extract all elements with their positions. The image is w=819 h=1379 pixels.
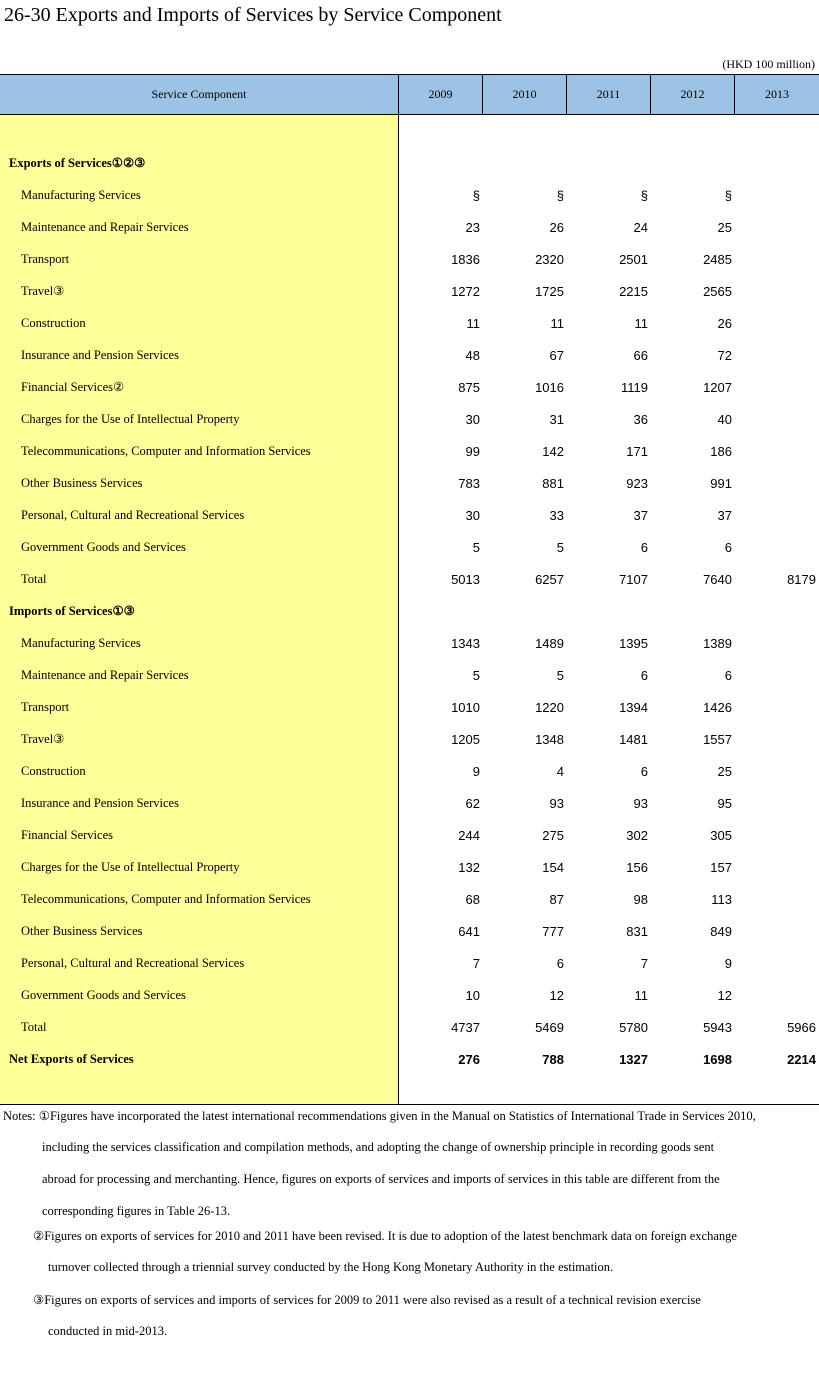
table-row — [0, 755, 819, 787]
row-label: Construction — [21, 315, 86, 330]
header-2011: 2011 — [567, 75, 651, 114]
row-label: Exports of Services①②③ — [9, 156, 146, 170]
table-row — [0, 819, 819, 851]
cell-value: 67 — [549, 347, 564, 363]
cell-value: 93 — [633, 795, 648, 811]
cell-value: 11 — [634, 315, 648, 331]
note-line: ③Figures on exports of services and imports of services for 2009 to 2011 were also revised as a result of a technical revision exercise — [33, 1293, 701, 1307]
cell-value: 12 — [717, 987, 732, 1003]
cell-value: 875 — [458, 379, 480, 395]
data-table — [0, 74, 819, 1105]
row-label: Personal, Cultural and Recreational Services — [21, 507, 245, 522]
row-label: Travel③ — [21, 284, 65, 298]
cell-value: 24 — [633, 219, 648, 235]
row-label: Other Business Services — [21, 923, 143, 938]
cell-value: 31 — [549, 411, 564, 427]
row-label: Telecommunications, Computer and Information Services — [21, 443, 311, 458]
cell-value: 48 — [465, 347, 480, 363]
cell-value: 5 — [556, 539, 564, 555]
table-row — [0, 851, 819, 883]
cell-value: § — [472, 187, 480, 203]
table-row — [0, 627, 819, 659]
cell-value: 4 — [556, 763, 564, 779]
row-label: Government Goods and Services — [21, 539, 186, 554]
cell-value: 25 — [717, 763, 732, 779]
cell-value: 1394 — [619, 699, 648, 715]
cell-value: 5 — [556, 667, 564, 683]
cell-value: 7 — [472, 955, 480, 971]
row-label: Government Goods and Services — [21, 987, 186, 1002]
cell-value: 1207 — [703, 379, 732, 395]
table-row — [0, 371, 819, 403]
cell-value: 1557 — [703, 731, 732, 747]
cell-value: 5469 — [535, 1019, 564, 1035]
cell-value: § — [640, 187, 648, 203]
cell-value: 1205 — [451, 731, 480, 747]
table-row — [0, 275, 819, 307]
table-row — [0, 499, 819, 531]
cell-value: 1698 — [703, 1051, 732, 1067]
cell-value: 171 — [626, 443, 648, 459]
row-label: Telecommunications, Computer and Information Services — [21, 891, 311, 906]
table-row — [0, 179, 819, 211]
table-header — [0, 74, 819, 115]
cell-value: 1010 — [451, 699, 480, 715]
cell-value: 1327 — [619, 1051, 648, 1067]
cell-value: 154 — [542, 859, 564, 875]
unit-label: (HKD 100 million) — [722, 57, 815, 71]
cell-value: § — [556, 187, 564, 203]
cell-value: 1395 — [619, 635, 648, 651]
cell-value: 9 — [724, 955, 732, 971]
cell-value: 6 — [640, 539, 648, 555]
cell-value: 186 — [710, 443, 732, 459]
row-label: Total — [21, 571, 47, 586]
table-row — [0, 1011, 819, 1043]
cell-value: 98 — [633, 891, 648, 907]
table-row — [0, 691, 819, 723]
cell-value: 1725 — [535, 283, 564, 299]
cell-value: 305 — [710, 827, 732, 843]
cell-value: 132 — [458, 859, 480, 875]
table-row — [0, 1043, 819, 1075]
table-row — [0, 883, 819, 915]
table-row — [0, 979, 819, 1011]
cell-value: 11 — [634, 987, 648, 1003]
header-2009: 2009 — [399, 75, 483, 114]
cell-value: 302 — [626, 827, 648, 843]
table-row — [0, 211, 819, 243]
row-label: Insurance and Pension Services — [21, 347, 179, 362]
cell-value: 641 — [458, 923, 480, 939]
cell-value: 4737 — [451, 1019, 480, 1035]
cell-value: 5780 — [619, 1019, 648, 1035]
table-row — [0, 147, 819, 179]
note-line: corresponding figures in Table 26-13. — [42, 1204, 231, 1218]
cell-value: 6 — [724, 539, 732, 555]
cell-value: 37 — [717, 507, 732, 523]
cell-value: 30 — [465, 411, 480, 427]
cell-value: 66 — [633, 347, 648, 363]
table-row — [0, 595, 819, 627]
cell-value: 1426 — [703, 699, 732, 715]
note-line: abroad for processing and merchanting. Hence, figures on exports of services and imports of services in this table are different from the — [42, 1172, 720, 1186]
row-label: Imports of Services①③ — [9, 604, 135, 618]
table-row — [0, 403, 819, 435]
cell-value: 99 — [465, 443, 480, 459]
cell-value: § — [724, 187, 732, 203]
cell-value: 7 — [640, 955, 648, 971]
note-line: turnover collected through a triennial survey conducted by the Hong Kong Monetary Authority in the estimation. — [48, 1260, 614, 1274]
cell-value: 5013 — [451, 571, 480, 587]
cell-value: 68 — [465, 891, 480, 907]
cell-value: 33 — [549, 507, 564, 523]
cell-value: 777 — [542, 923, 564, 939]
row-label: Maintenance and Repair Services — [21, 667, 189, 682]
cell-value: 1220 — [535, 699, 564, 715]
cell-value: 6 — [640, 667, 648, 683]
table-row — [0, 723, 819, 755]
cell-value: 991 — [710, 475, 732, 491]
cell-value: 5 — [472, 667, 480, 683]
note-line: Notes: ①Figures have incorporated the latest international recommendations given in the Manual on Statistics of International Trade in Services 2010, — [3, 1109, 756, 1123]
cell-value: 2215 — [619, 283, 648, 299]
cell-value: 36 — [633, 411, 648, 427]
row-label: Construction — [21, 763, 86, 778]
row-label: Manufacturing Services — [21, 635, 141, 650]
cell-value: 2565 — [703, 283, 732, 299]
row-label: Net Exports of Services — [9, 1051, 134, 1066]
cell-value: 23 — [465, 219, 480, 235]
cell-value: 2320 — [535, 251, 564, 267]
cell-value: 1481 — [619, 731, 648, 747]
cell-value: 37 — [633, 507, 648, 523]
cell-value: 9 — [472, 763, 480, 779]
cell-value: 7107 — [619, 571, 648, 587]
cell-value: 72 — [717, 347, 732, 363]
cell-value: 276 — [458, 1051, 480, 1067]
cell-value: 5 — [472, 539, 480, 555]
table-row — [0, 659, 819, 691]
row-label: Financial Services — [21, 827, 113, 842]
row-label: Other Business Services — [21, 475, 143, 490]
row-label: Charges for the Use of Intellectual Property — [21, 411, 240, 426]
row-label: Maintenance and Repair Services — [21, 219, 189, 234]
cell-value: 831 — [626, 923, 648, 939]
cell-value: 7640 — [703, 571, 732, 587]
row-label: Transport — [21, 251, 70, 266]
table-row — [0, 435, 819, 467]
cell-value: 1016 — [535, 379, 564, 395]
header-service-component: Service Component — [0, 75, 399, 114]
cell-value: 849 — [710, 923, 732, 939]
table-bottom-border — [0, 1104, 819, 1105]
cell-value: 1343 — [451, 635, 480, 651]
cell-value: 788 — [542, 1051, 564, 1067]
cell-value: 2485 — [703, 251, 732, 267]
cell-value: 6257 — [535, 571, 564, 587]
cell-value: 87 — [549, 891, 564, 907]
cell-value: 1119 — [621, 379, 648, 395]
cell-value: 26 — [717, 315, 732, 331]
row-label: Charges for the Use of Intellectual Property — [21, 859, 240, 874]
row-label: Financial Services② — [21, 380, 125, 394]
cell-value: 157 — [710, 859, 732, 875]
cell-value: 40 — [717, 411, 732, 427]
header-2010: 2010 — [483, 75, 567, 114]
row-label: Personal, Cultural and Recreational Services — [21, 955, 245, 970]
cell-value: 5966 — [787, 1019, 816, 1035]
table-row — [0, 531, 819, 563]
row-label: Travel③ — [21, 732, 65, 746]
page-title: 26-30 Exports and Imports of Services by Service Component — [4, 4, 502, 26]
cell-value: 93 — [549, 795, 564, 811]
cell-value: 1389 — [703, 635, 732, 651]
row-label: Insurance and Pension Services — [21, 795, 179, 810]
table-row — [0, 243, 819, 275]
cell-value: 2501 — [619, 251, 648, 267]
cell-value: 923 — [626, 475, 648, 491]
cell-value: 25 — [717, 219, 732, 235]
cell-value: 6 — [556, 955, 564, 971]
cell-value: 2214 — [787, 1051, 816, 1067]
header-2013: 2013 — [765, 87, 789, 101]
cell-value: 6 — [640, 763, 648, 779]
cell-value: 1836 — [451, 251, 480, 267]
cell-value: 8179 — [787, 571, 816, 587]
table-row — [0, 787, 819, 819]
table-row — [0, 915, 819, 947]
cell-value: 95 — [717, 795, 732, 811]
table-row — [0, 467, 819, 499]
cell-value: 113 — [711, 891, 732, 907]
cell-value: 881 — [542, 475, 564, 491]
cell-value: 30 — [465, 507, 480, 523]
cell-value: 1489 — [535, 635, 564, 651]
cell-value: 11 — [550, 315, 564, 331]
cell-value: 1272 — [451, 283, 480, 299]
cell-value: 1348 — [535, 731, 564, 747]
cell-value: 156 — [626, 859, 648, 875]
cell-value: 142 — [542, 443, 564, 459]
cell-value: 62 — [465, 795, 480, 811]
note-line: conducted in mid-2013. — [48, 1324, 168, 1338]
cell-value: 10 — [465, 987, 480, 1003]
cell-value: 244 — [458, 827, 480, 843]
cell-value: 11 — [466, 315, 480, 331]
note-line: including the services classification and compilation methods, and adopting the change of ownership principle in recording goods sent — [42, 1140, 715, 1154]
row-label: Manufacturing Services — [21, 187, 141, 202]
header-2012: 2012 — [651, 75, 735, 114]
table-row — [0, 947, 819, 979]
cell-value: 12 — [549, 987, 564, 1003]
row-label: Total — [21, 1019, 47, 1034]
cell-value: 275 — [542, 827, 564, 843]
cell-value: 5943 — [703, 1019, 732, 1035]
table-row — [0, 563, 819, 595]
cell-value: 26 — [549, 219, 564, 235]
row-label: Transport — [21, 699, 70, 714]
table-row — [0, 307, 819, 339]
cell-value: 783 — [458, 475, 480, 491]
table-row — [0, 339, 819, 371]
note-line: ②Figures on exports of services for 2010 and 2011 have been revised. It is due to adoption of the latest benchmark data on foreign exchange — [33, 1229, 737, 1243]
cell-value: 6 — [724, 667, 732, 683]
